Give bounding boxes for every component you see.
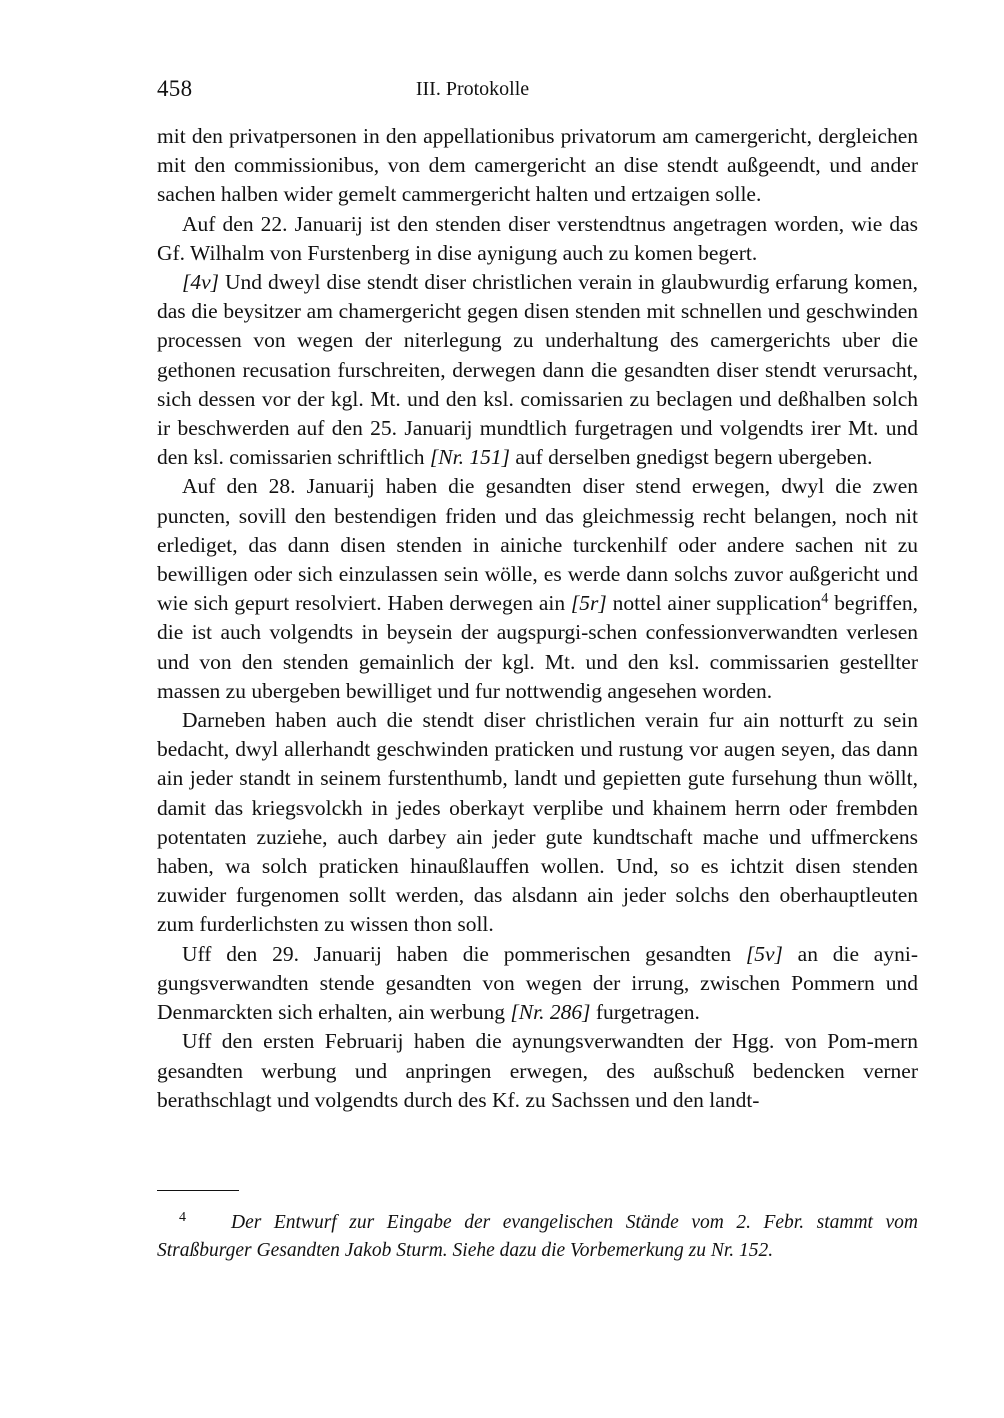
footnote-area — [157, 1190, 918, 1265]
text-run: begriffen, die ist auch volgendts in beysein der augspurgi-schen confessionverwandten verlesen und von den stenden gemainlich der kgl. Mt. und den ksl. commissarien gestellter massen zu ubergeben bewilliget und fur nottwendig angesehen worden. — [157, 591, 918, 703]
footnote-number: 4 — [179, 1210, 186, 1225]
footnote-item — [157, 1204, 918, 1265]
body-text-block — [157, 122, 918, 1115]
footnote-reference-marker[interactable]: 4 — [821, 590, 829, 607]
italic-reference: [Nr. 151] — [429, 445, 510, 470]
paragraph — [157, 122, 918, 210]
paragraph — [157, 268, 918, 472]
paragraph — [157, 210, 918, 268]
text-run: Uff den ersten Februarij haben die aynungsverwandten der Hgg. von Pom-mern gesandten werbung und anpringen erwegen, des außschuß bedencken verner berathschlagt und volgendts durch des Kf. zu Sachssen und den landt- — [157, 1029, 918, 1112]
italic-reference: [5v] — [745, 941, 783, 966]
text-run: Darneben haben auch die stendt diser christlichen verain fur ain notturft zu sein bedacht, dwyl allerhandt geschwinden praticken und rustung vor augen seyen, das dann ain jeder standt in seinem furstenthumb, landt und gepietten gute fursehung thun wöllt, damit das kriegsvolckh in jedes oberkayt verplibe und khainem herrn oder frembden potentaten zuziehe, auch darbey ain jeder gute kundtschaft mache und uffmerckens haben, wa solch praticken hinaußlauffen wollen. Und, so es ichtzit disen stenden zuwider furgenomen sollt werden, das alsdann ain jeder solchs den oberhauptleuten zum furderlichsten zu wissen thon soll. — [157, 708, 918, 937]
text-run: Auf den 22. Januarij ist den stenden diser verstendtnus angetragen worden, wie das Gf. Wilhalm von Furstenberg in dise aynigung auch zu komen begert. — [157, 211, 918, 265]
italic-reference: [4v] — [182, 270, 220, 295]
paragraph — [157, 1027, 918, 1115]
paragraph — [157, 706, 918, 940]
text-run: auf derselben gnedigst begern ubergeben. — [509, 445, 873, 470]
text-run: Uff den 29. Januarij haben die pommerischen gesandten — [182, 941, 746, 966]
text-run: mit den privatpersonen in den appellationibus privatorum am camergericht, dergleichen mit den commissionibus, von dem camergericht an dise stendt außgeendt, und ander sachen halben wider gemelt cammergericht halten und ertzaigen solle. — [157, 124, 918, 207]
text-run: Auf den 28. Januarij haben die gesandten diser stend erwegen, dwyl die zwen puncten, sovill den bestendigen friden und das gleichmessig recht belangen, noch nit erlediget, das dann disen stenden in ainiche turckenhilf oder andere sachen nit zu bewilligen oder sich einzulassen sein wölle, es werde dann solchs zuvor außgericht und wie sich gepurt resolviert. Haben derwegen ain — [157, 474, 918, 616]
footnote-text: Der Entwurf zur Eingabe der evangelischen Stände vom 2. Febr. stammt vom Straßburger Gesandten Jakob Sturm. Siehe dazu die Vorbemerkung zu Nr. 152. — [157, 1212, 918, 1261]
running-head: III. Protokolle — [415, 78, 530, 100]
footnote-separator-rule — [157, 1190, 239, 1191]
text-run: Und dweyl dise stendt diser christlichen verain in glaubwurdig erfarung komen, das die beysitzer am chamergericht gegen disen stenden mit schnellen und geschwinden processen von wegen der niterlegung zu underhaltung des camergerichts uber die gethonen recusation furschreiten, derwegen dann die gesandten diser stendt verursacht, sich dessen vor der kgl. Mt. und den ksl. comissarien zu beclagen und deßhalben solch ir beschwerden auf den 25. Januarij mundtlich furgetragen und volgendts irer Mt. und den ksl. comissarien schriftlich — [157, 270, 918, 470]
text-run: furgetragen. — [590, 1000, 700, 1025]
text-run: an die ayni-gungsverwandten stende gesandten von wegen der irrung, zwischen Pommern und Denmarckten sich erhalten, ain werbung — [157, 941, 918, 1025]
paragraph — [157, 472, 918, 706]
page-header — [157, 74, 918, 104]
paragraph — [157, 940, 918, 1028]
italic-reference: [5r] — [570, 591, 607, 616]
page-number: 458 — [157, 76, 193, 101]
italic-reference: [Nr. 286] — [510, 1000, 591, 1025]
text-run: nottel ainer supplication — [606, 591, 822, 616]
